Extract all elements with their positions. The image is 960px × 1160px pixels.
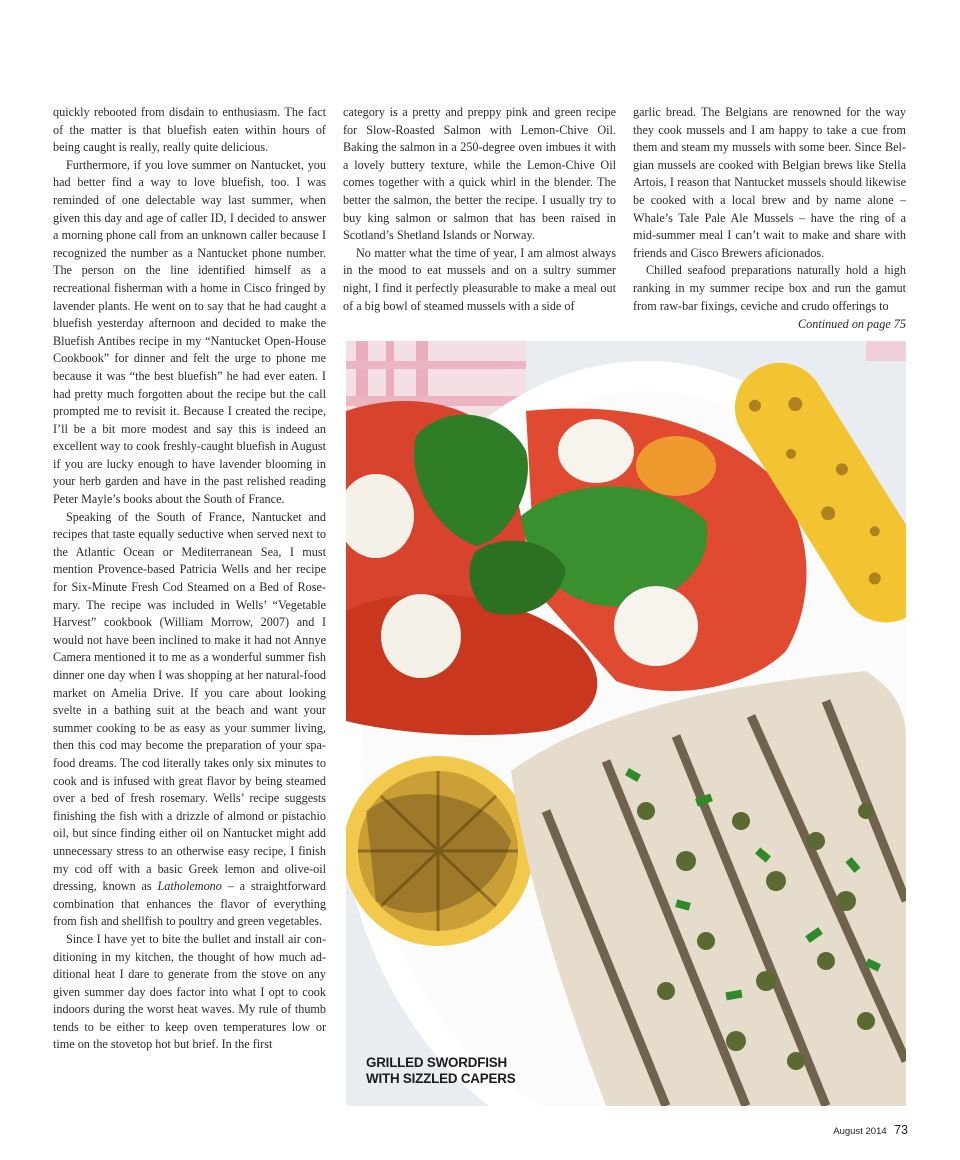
issue-date: August 2014 [833, 1126, 887, 1137]
text-column-3 [633, 104, 906, 334]
food-photo [346, 341, 906, 1106]
paragraph: Furthermore, if you love summer on Nantucket, you had better find a way to love bluefish, too. I was reminded of one delectable way last summer, when given this day and age of caller ID, I decided to answer a morning phone call from an unknown caller because I recognized the number as a Nantucket phone number. The person on the line identified himself as a recreational fisherman with a home in Cisco fringed by lavender plants. He went on to say that he had caught a bluefish yesterday afternoon and decided to make the Bluefish Antibes recipe in my “Nantucket Open-House Cookbook” for dinner and felt the urge to phone me because it was “the best bluefish” he had ever eaten. I had pretty much forgotten about the recipe but the call prompted me to revisit it. Because I created the recipe, I’ll be a bit more modest and say this is indeed an excellent way to cook freshly-caught bluefish in August if you are lucky enough to have lavender blooming in your herb garden and have in the past relished reading Peter Mayle’s books about the South of France. [53, 157, 326, 507]
paragraph [53, 509, 326, 931]
continued-note: Continued on page 75 [798, 317, 906, 332]
italic-term: Latholemono [157, 879, 222, 894]
caption-line: GRILLED SWORDFISH [366, 1055, 507, 1070]
paragraph: No matter what the time of year, I am almost always in the mood to eat mussels and on a sultry summer night, I find it perfectly pleasurable to make a meal out of a big bowl of steamed mussels with a side of [343, 245, 616, 313]
page-folio [833, 1121, 908, 1139]
photo-caption [366, 1055, 586, 1087]
paragraph-text: Speaking of the South of France, Nantucket and recipes that taste equally seductive when served next to the Atlantic Ocean or Mediterranean Sea, I must mention Provence-based Patricia Wells and her recipe for Six-Minute Fresh Cod Steamed on a Bed of Rosemary. The recipe was included in Wells’ “Vegetable Harvest” cookbook (William Morrow, 2007) and I would not have been inclined to make it had not Annye Camera mentioned it to me as a wonderful summer fish dinner one day when I was shopping at her natural-food market on Amelia Drive. If you care about looking svelte in a bathing suit at the beach and want your summer cooking to be as easy as your summer living, then this cod may become the preparation of your spa-food dreams. The cod literally takes only six minutes to cook and is infused with great flavor by being steamed over a bed of fresh rosemary. Wells’ recipe suggests finishing the fish with a drizzle of almond or pistachio oil, but since finding either oil on Nantucket might add unnecessary stress to an otherwise easy recipe, I finish my cod off with a basic Greek lemon and olive-oil dressing, known as [53, 509, 326, 894]
paragraph: Chilled seafood preparations naturally hold a high ranking in my summer recipe box and run the gamut from raw-bar fixings, ceviche and crudo offerings to [633, 263, 906, 313]
paragraph: quickly rebooted from disdain to enthusiasm. The fact of the matter is that bluefish eaten within hours of being caught is really, really quite delicious. [53, 105, 326, 155]
paragraph: Since I have yet to bite the bullet and install air conditioning in my kitchen, the thought of how much additional heat I dare to generate from the stove on any given summer day does factor into what I opt to cook indoors during the worst heat waves. My rule of thumb tends to be either to keep oven temperatures low or time on the stovetop hot but brief. In the first [53, 931, 326, 1052]
paragraph-text: – a straightforward combination that enhances the flavor of everything from fish and shellfish to poultry and green vegetables. [53, 879, 327, 929]
text-column-2 [343, 104, 616, 315]
page-number: 73 [894, 1123, 908, 1137]
caption-line: WITH SIZZLED CAPERS [366, 1071, 516, 1086]
text-column-1 [53, 104, 326, 1054]
paragraph: garlic bread. The Belgians are renowned for the way they cook mussels and I am happy to take a cue from them and steam my mussels with some beer. Since Belgian mussels are cooked with Belgian brews like Stella Artois, I reason that Nantucket mussels should likewise be cooked with a local brew and by name alone – Whale’s Tale Pale Ale Mussels – have the ring of a mid-summer meal I can’t wait to make and share with friends and Cisco Brewers aficionados. [633, 105, 906, 260]
paragraph: category is a pretty and preppy pink and green recipe for Slow-Roasted Salmon with Lemon-Chive Oil. Baking the salmon in a 250-degree oven imbues it with a lovely buttery texture, while the Lemon-Chive Oil comes together with a quick whirl in the blender. The better the salmon, the better the recipe. I usually try to buy king salmon or salmon that has been raised in Scotland’s Shetland Islands or Norway. [343, 105, 616, 243]
